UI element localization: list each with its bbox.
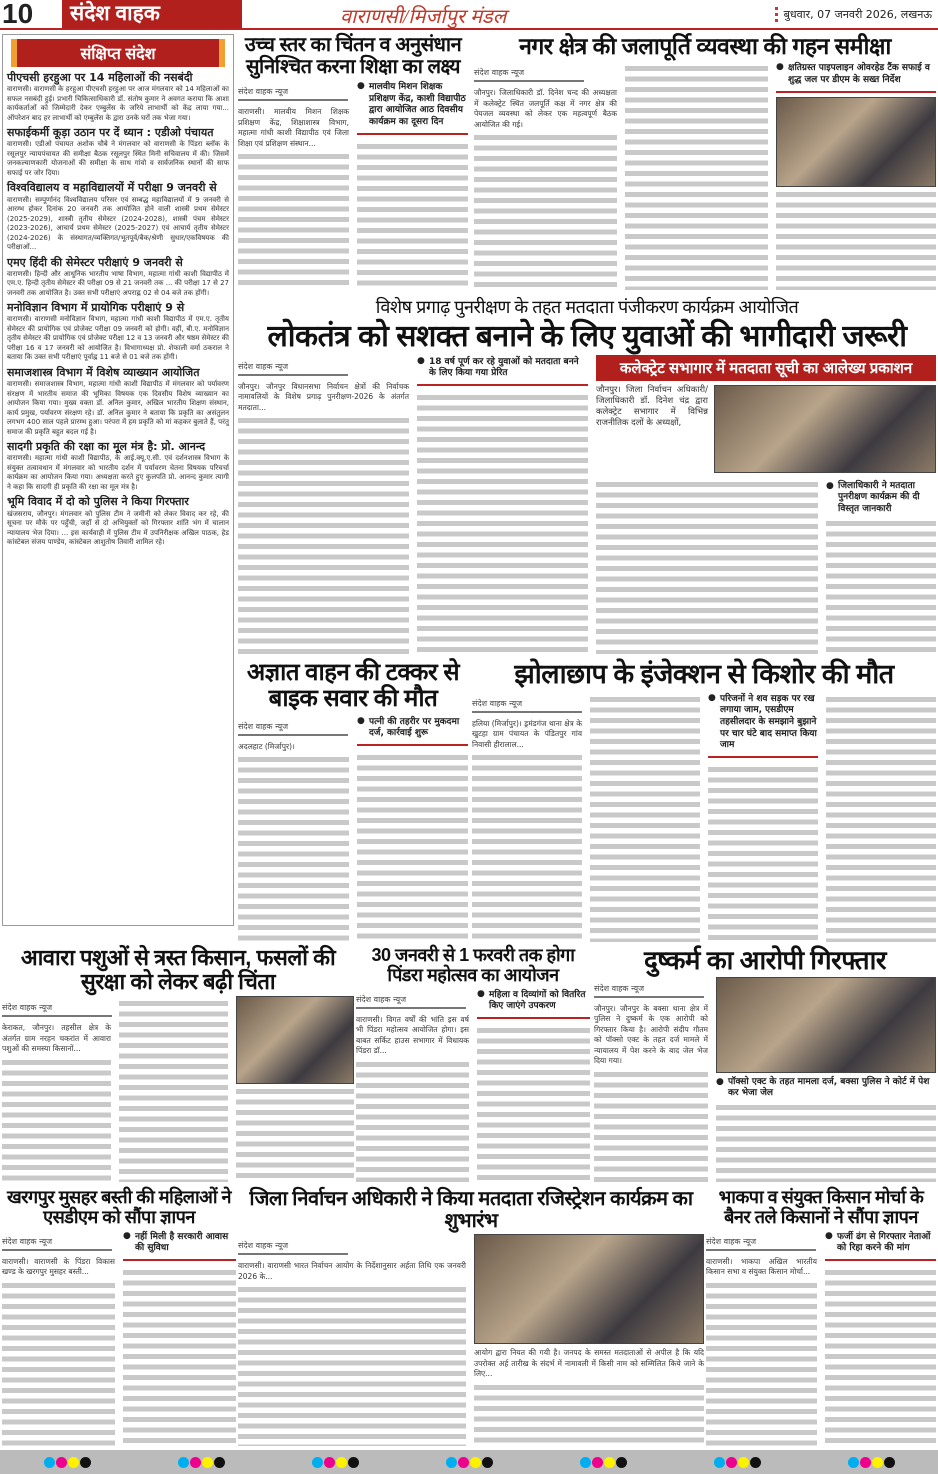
story-lead: वाराणसी। वाराणसी भारत निर्वाचन आयोग के निर्देशानुसार अर्हता तिथि एक जनवरी 2026 के... bbox=[238, 1261, 466, 1281]
story-quack bbox=[472, 660, 936, 942]
brief-item-text: वाराणसी। वाराणसी मनोविज्ञान विभाग, महात्मा गांधी काशी विद्यापीठ में एम.ए. तृतीय सेमेस्टर की प्रायोगिक एवं प्रोजेक्ट परीक्षा 09 जनवरी को होगी। वहीं, बी.ए. मनोविज्ञान तृतीय सेमेस्टर की प्रायोगिक एवं प्रोजेक्ट परीक्षा 12 व 13 जनवरी और षष्ठम सेमेस्टर की परीक्षा 16 व 17 जनवरी को आयोजित है। विभागाध्यक्ष प्रो. शेफाली वर्मा ठकराल ने बताया कि उक्त सभी परीक्षाएं पूर्वाह्न 11 बजे से 01 बजे तक होंगी। bbox=[7, 315, 229, 362]
brief-item-title: मनोविज्ञान विभाग में प्रायोगिक परीक्षाएं 9 से bbox=[7, 301, 185, 315]
byline: संदेश वाहक न्यूज bbox=[238, 84, 348, 101]
brief-news-box bbox=[2, 34, 234, 926]
text-lines bbox=[238, 754, 349, 942]
story-subhead: ● नहीं मिली है सरकारी आवास की सुविधा bbox=[123, 1230, 236, 1261]
story-subhead: ● 18 वर्ष पूर्ण कर रहे युवाओं को मतदाता बनने के लिए किया गया प्रेरित bbox=[417, 355, 588, 386]
story-lead: जौनपुर। जौनपुर के बक्सा थाना क्षेत्र में पुलिस ने दुष्कर्म के एक आरोपी को गिरफ्तार किया है। आरोपी संदीप गौतम को पॉक्सो एक्ट के तहत दर्ज मामले में न्यायालय में पेश करने के बाद जेल भेज दिया गया। bbox=[594, 1003, 708, 1066]
byline: संदेश वाहक न्यूज bbox=[2, 1234, 112, 1251]
story-headline: भाकपा व संयुक्त किसान मोर्चा के बैनर तले किसानों ने सौंपा ज्ञापन bbox=[718, 1187, 924, 1227]
brief-item-title: सादगी प्रकृति की रक्षा का मूल मंत्र है: प्रो. आनन्द bbox=[7, 440, 206, 454]
brief-item bbox=[3, 181, 233, 252]
text-lines bbox=[477, 1025, 590, 1182]
photo-caption: ● पॉक्सो एक्ट के तहत मामला दर्ज, बक्सा पुलिस ने कोर्ट में पेश कर भेजा जेल bbox=[716, 1077, 936, 1100]
brief-item-title: विश्वविद्यालय व महाविद्यालयों में परीक्षा 9 जनवरी से bbox=[7, 181, 217, 195]
story-voter bbox=[238, 298, 936, 654]
story-lead: वाराणसी। विगत वर्षों की भांति इस वर्ष भी पिंडरा महोत्सव आयोजित होगा। इस बाबत सर्किट हाउस सभागार में विधायक पिंडरा डॉ... bbox=[356, 1014, 469, 1056]
story-lead: वाराणसी। वाराणसी के पिंडरा विकास खण्ड के खरगपुर मुसहर बस्ती... bbox=[2, 1256, 115, 1277]
text-lines bbox=[594, 1069, 708, 1182]
story-lead: हलिया (मिर्जापुर)। ड्रमंडगंज थाना क्षेत्र के खुटहा ग्राम पंचायत के पंडितपुर गांव निवासी हीरालाल... bbox=[472, 718, 582, 749]
text-lines bbox=[357, 752, 468, 942]
byline: संदेश वाहक न्यूज bbox=[238, 1238, 348, 1255]
brief-item-title: सफाईकर्मी कूड़ा उठान पर दें ध्यान : एडीओ पंचायत bbox=[7, 126, 214, 140]
text-lines bbox=[716, 1102, 936, 1182]
story-dm bbox=[238, 1188, 704, 1446]
sub-story-banner: कलेक्ट्रेट सभागार में मतदाता सूची का आलेख्य प्रकाशन bbox=[596, 355, 936, 381]
text-lines bbox=[776, 189, 936, 290]
story-musahar bbox=[2, 1188, 236, 1446]
byline: संदेश वाहक न्यूज bbox=[474, 65, 584, 82]
text-lines bbox=[474, 1382, 704, 1447]
brief-item-title: समाजशास्त्र विभाग में विशेष व्याख्यान आयोजित bbox=[7, 365, 200, 379]
text-lines bbox=[123, 1267, 236, 1446]
story-kicker-headline: विशेष प्रगाढ़ पुनरीक्षण के तहत मतदाता पंजीकरण कार्यक्रम आयोजित bbox=[375, 297, 799, 317]
brief-item-title: पीएचसी हरहुआ पर 14 महिलाओं की नसबंदी bbox=[7, 71, 193, 84]
registration-marks bbox=[44, 1457, 91, 1468]
text-lines bbox=[238, 415, 409, 654]
text-lines bbox=[825, 1267, 936, 1446]
masthead bbox=[0, 0, 938, 30]
text-lines bbox=[708, 764, 818, 942]
news-photo bbox=[776, 97, 936, 187]
text-lines bbox=[357, 141, 468, 290]
text-lines bbox=[590, 694, 700, 942]
news-photo bbox=[236, 996, 354, 1084]
story-subhead: ● महिला व दिव्यांगों को वितरित किए जाएंगे उपकरण bbox=[477, 988, 590, 1019]
page-brand bbox=[2, 0, 242, 28]
text-lines bbox=[2, 1280, 115, 1446]
byline: संदेश वाहक न्यूज bbox=[706, 1234, 816, 1251]
brief-item-text: वाराणसी। एडीओ पंचायत अशोक चौबे ने मंगलवार को वाराणसी के पिंडरा ब्लॉक के रसूलपुर न्यायपंचायत की समीक्षा बैठक रसूलपुर स्थित मिनी सचिवालय में की। जिसमें जनकल्याणकारी योजनाओं की समीक्षा के साथ गांवो व सार्वजनिक स्थानों की साफ सफाई पर जोर दिया। bbox=[7, 140, 229, 177]
byline: संदेश वाहक न्यूज bbox=[356, 992, 466, 1009]
text-lines bbox=[236, 1086, 354, 1182]
story-headline: उच्च स्तर का चिंतन व अनुसंधान सुनिश्चित करना शिक्षा का लक्ष्य bbox=[244, 34, 462, 78]
brief-news-title: संक्षिप्त संदेश bbox=[11, 39, 225, 67]
story-subhead: ● पत्नी की तहरीर पर मुकदमा दर्ज, कार्रवाई शुरू bbox=[357, 715, 468, 746]
brand-name: संदेश वाहक bbox=[62, 0, 242, 28]
text-lines bbox=[472, 752, 582, 942]
story-headline: लोकतंत्र को सशक्त बनाने के लिए युवाओं की भागीदारी जरूरी bbox=[267, 319, 907, 353]
text-lines bbox=[119, 998, 228, 1182]
story-headline: आवारा पशुओं से त्रस्त किसान, फसलों की सुरक्षा को लेकर बढ़ी चिंता bbox=[20, 945, 336, 995]
edition-zone: वाराणसी/मिर्जापुर मंडल bbox=[340, 6, 507, 28]
text-lines bbox=[826, 518, 936, 654]
registration-marks bbox=[580, 1457, 627, 1468]
story-cpi bbox=[706, 1188, 936, 1446]
brief-item bbox=[3, 495, 233, 547]
brief-item-text: वाराणसी। वाराणसी के हरहुआ पीएचसी हरहुआ पर आज मंगलवार को 14 महिलाओं का सफल नसबंदी हुई। प्रभारी चिकित्साधिकारी डॉ. संतोष कुमार ने अवगत कराया कि आशा कार्यकर्ताओं को जिम्मेदारी देकर एम्बुलेंस के जरिये लाभार्थी को केंद्र लाया गया... ऑपरेशन बाद हर लाभार्थी को एम्बुलेंस के द्वारा उनके घरों तक भेजा गया। bbox=[7, 85, 229, 122]
text-lines bbox=[417, 392, 588, 654]
registration-marks bbox=[178, 1457, 225, 1468]
text-lines bbox=[238, 1284, 466, 1446]
registration-marks bbox=[848, 1457, 895, 1468]
registration-marks bbox=[714, 1457, 761, 1468]
brief-item bbox=[3, 126, 233, 178]
story-lead: वाराणसी। भाकपा अखिल भारतीय किसान सभा व संयुक्त किसान मोर्चा... bbox=[706, 1256, 817, 1277]
brief-item-text: वाराणसी। समाजशास्त्र विभाग, महात्मा गांधी काशी विद्यापीठ में मंगलवार को पर्यावरण संरक्षण में भारतीय समाज की भूमिका विषयक एक दिवसीय विशेष व्याख्यान का आयोजन किया गया। मुख्य वक्ता डॉ. अनिल कुमार, अखिल भारतीय शिक्षण संस्थान, कार्य प्रमुख, पर्यावरण संरक्षण रहे। डॉ. अनिल कुमार ने बताया कि प्रकृति का असंतुलन लगभग 400 साल पहले प्रारम्भ हुआ। परंपरा में हम प्रकृति को मां कहकर बुलाते हैं, परंतु समाज की प्रकृति बहुत बदल गई है। bbox=[7, 380, 229, 436]
story-subhead: ● परिजनों ने शव सड़क पर रख लगाया जाम, एसडीएम तहसीलदार के समझाने बुझाने पर चार घंटे बाद समाप्त किया जाम bbox=[708, 692, 818, 758]
story-bike bbox=[238, 660, 468, 942]
registration-marks bbox=[312, 1457, 359, 1468]
byline: संदेश वाहक न्यूज bbox=[238, 359, 348, 376]
byline: संदेश वाहक न्यूज bbox=[594, 981, 704, 998]
story-subhead: ● मालवीय मिशन शिक्षक प्रशिक्षण केंद्र, काशी विद्यापीठ द्वारा आयोजित आठ दिवसीय कार्यक्रम का दूसरा दिन bbox=[357, 80, 468, 135]
story-headline: 30 जनवरी से 1 फरवरी तक होगा पिंडरा महोत्सव का आयोजन bbox=[371, 945, 575, 985]
brief-item-text: वाराणसी। हिन्दी और आधुनिक भारतीय भाषा विभाग, महात्मा गांधी काशी विद्यापीठ में एम.ए. हिन्दी तृतीय सेमेस्टर की परीक्षा 09 से 21 जनवरी तक ... की परीक्षा 17 से 27 जनवरी तक आयोजित है। उक्त सभी परीक्षाएं अपराह्न 02 से 04 बजे तक होंगी। bbox=[7, 269, 229, 297]
story-lead: अदलहाट (मिर्जापुर)। bbox=[238, 741, 295, 751]
page-number: 10 bbox=[2, 0, 34, 29]
brief-item-title: एमए हिंदी की सेमेस्टर परीक्षाएं 9 जनवरी से bbox=[7, 255, 183, 269]
story-headline: जिला निर्वाचन अधिकारी ने किया मतदाता रजिस्ट्रेशन कार्यक्रम का शुभारंभ bbox=[249, 1188, 693, 1232]
registration-marks bbox=[446, 1457, 493, 1468]
brief-item-text: वाराणसी। सम्पूर्णानंद विश्वविद्यालय परिसर एवं सम्बद्ध महाविद्यालयों में 9 जनवरी से आरम्भ होकर दिनांक 20 जनवरी तक आयोजित होने वाली शास्त्री प्रथम सेमेस्टर (2025-2029), शास्त्री तृतीय सेमेस्टर (2024-2028), शास्त्री पंचम सेमेस्टर (2023-2026), आचार्य प्रथम सेमेस्टर (2025-2027) एवं आचार्य तृतीय सेमेस्टर (2024-2026) के संस्थागत/व्यक्तिगत/भूतपूर्व/बैक/श्रेणी सुधार/एकविषयक की परीक्षाओं... bbox=[7, 195, 229, 252]
story-subhead: ● क्षतिग्रस्त पाइपलाइन ओवरहेड टैंक सफाई व शुद्ध जल पर डीएम के सख्त निर्देश bbox=[776, 61, 936, 92]
sub-story-lead: जौनपुर। जिला निर्वाचन अधिकारी/जिलाधिकारी डॉ. दिनेश चंद्र द्वारा कलेक्ट्रेट सभागार में विभिन्न राजनीतिक दलों के अध्यक्षों, bbox=[596, 384, 708, 428]
story-subhead: ● फर्जी ढंग से गिरफ्तार नेताओं को रिहा करने की मांग bbox=[825, 1230, 936, 1261]
story-headline: झोलाछाप के इंजेक्शन से किशोर की मौत bbox=[514, 659, 894, 689]
text-lines bbox=[826, 694, 936, 942]
text-lines bbox=[238, 151, 349, 290]
text-lines bbox=[474, 132, 617, 290]
photo-caption: ● जिलाधिकारी ने मतदाता पुनरीक्षण कार्यक्रम की दी विस्तृत जानकारी bbox=[826, 481, 936, 516]
story-water bbox=[474, 34, 936, 290]
brief-item bbox=[3, 71, 233, 123]
story-pindra bbox=[356, 946, 590, 1182]
brief-item bbox=[3, 366, 233, 437]
brief-item-title: भूमि विवाद में दो को पुलिस ने किया गिरफ्तार bbox=[7, 495, 189, 509]
edition-date: बुधवार, 07 जनवरी 2026, लखनऊ bbox=[775, 7, 932, 22]
story-lead: जौनपुर। जौनपुर विधानसभा निर्वाचन क्षेत्रों की निर्वाचक नामावलियों के विशेष प्रगाढ़ पुनरीक्षण-2026 के अंतर्गत मतदाता... bbox=[238, 381, 409, 412]
byline: संदेश वाहक न्यूज bbox=[2, 1000, 112, 1017]
story-headline: दुष्कर्म का आरोपी गिरफ्तार bbox=[643, 945, 886, 975]
story-body-continued: आयोग द्वारा नियत की गयी है। जनपद के समस्त मतदाताओं से अपील है कि यदि उपरोक्त अर्ह तारीख के संदर्भ में नामावली में किसी नाम को सम्मिलित किये जाने के लिए... bbox=[474, 1348, 704, 1378]
brief-item-text: वाराणसी। महात्मा गांधी काशी विद्यापीठ, के आई.क्यू.ए.सी. एवं दर्शनशास्त्र विभाग के संयुक्त तत्वावधान में मंगलवार को भारतीय दर्शन में पर्यावरण चेतना विषयक परिचर्चा कार्यक्रम का आयोजन किया गया। अध्यक्षता करते हुए कुलपति प्रो. आनन्द कुमार त्यागी ने कहा कि सादगी ही प्रकृति की रक्षा का मूल मंत्र है। bbox=[7, 454, 229, 491]
text-lines bbox=[625, 63, 768, 290]
text-lines bbox=[596, 479, 818, 654]
brief-item bbox=[3, 256, 233, 299]
brief-item bbox=[3, 440, 233, 492]
news-photo bbox=[714, 385, 936, 473]
news-photo bbox=[716, 977, 936, 1073]
text-lines bbox=[356, 1059, 469, 1182]
text-lines bbox=[2, 1057, 111, 1182]
story-headline: अज्ञात वाहन की टक्कर से बाइक सवार की मौत bbox=[246, 659, 460, 713]
brief-item-text: खंजसराय, जौनपुर। मंगलवार को पुलिस टीम ने जमीनी को लेकर विवाद कर रहे, की सूचना पर मौके पर पहुँची, जहाँ से दो अभियुक्तों को गिरफ्तार शांति भंग में चालान न्यायालय भेज दिया। ... इस कार्यवाही में पुलिस टीम में उपनिरीक्षक अखिल पाठक, हेड कांस्टेबल संजय पाण्डेय, कांस्टेबल आशुतोष तिवारी शामिल रहे। bbox=[7, 509, 229, 546]
brief-item bbox=[3, 301, 233, 363]
story-lead: वाराणसी। मालवीय मिशन शिक्षक प्रशिक्षण केंद्र, शिक्षाशास्त्र विभाग, महात्मा गांधी काशी विद्यापीठ एवं जिला शिक्षा एवं प्रशिक्षण संस्थान... bbox=[238, 107, 349, 148]
story-lead: केराकत, जौनपुर। तहसील क्षेत्र के अंतर्गत ग्राम नरहन चकरांत में आवारा पशुओं की समस्या किसानों... bbox=[2, 1023, 111, 1054]
text-lines bbox=[706, 1280, 817, 1446]
story-cattle bbox=[2, 946, 354, 1182]
story-edu bbox=[238, 34, 468, 290]
byline: संदेश वाहक न्यूज bbox=[238, 719, 348, 736]
story-lead: जौनपुर। जिलाधिकारी डॉ. दिनेश चन्द की अध्यक्षता में कलेक्ट्रेट स्थित जलपूर्ति कक्ष में नगर क्षेत्र की पेयजल व्यवस्था को लेकर एक महत्वपूर्ण बैठक आयोजित की गई। bbox=[474, 88, 617, 129]
story-headline: नगर क्षेत्र की जलापूर्ति व्यवस्था की गहन समीक्षा bbox=[519, 33, 891, 59]
story-headline: खरगपुर मुसहर बस्ती की महिलाओं ने एसडीएम को सौंपा ज्ञापन bbox=[6, 1187, 232, 1227]
news-photo bbox=[474, 1234, 704, 1344]
story-arrest bbox=[594, 946, 936, 1182]
registration-strip bbox=[0, 1450, 938, 1474]
byline: संदेश वाहक न्यूज bbox=[472, 696, 582, 713]
